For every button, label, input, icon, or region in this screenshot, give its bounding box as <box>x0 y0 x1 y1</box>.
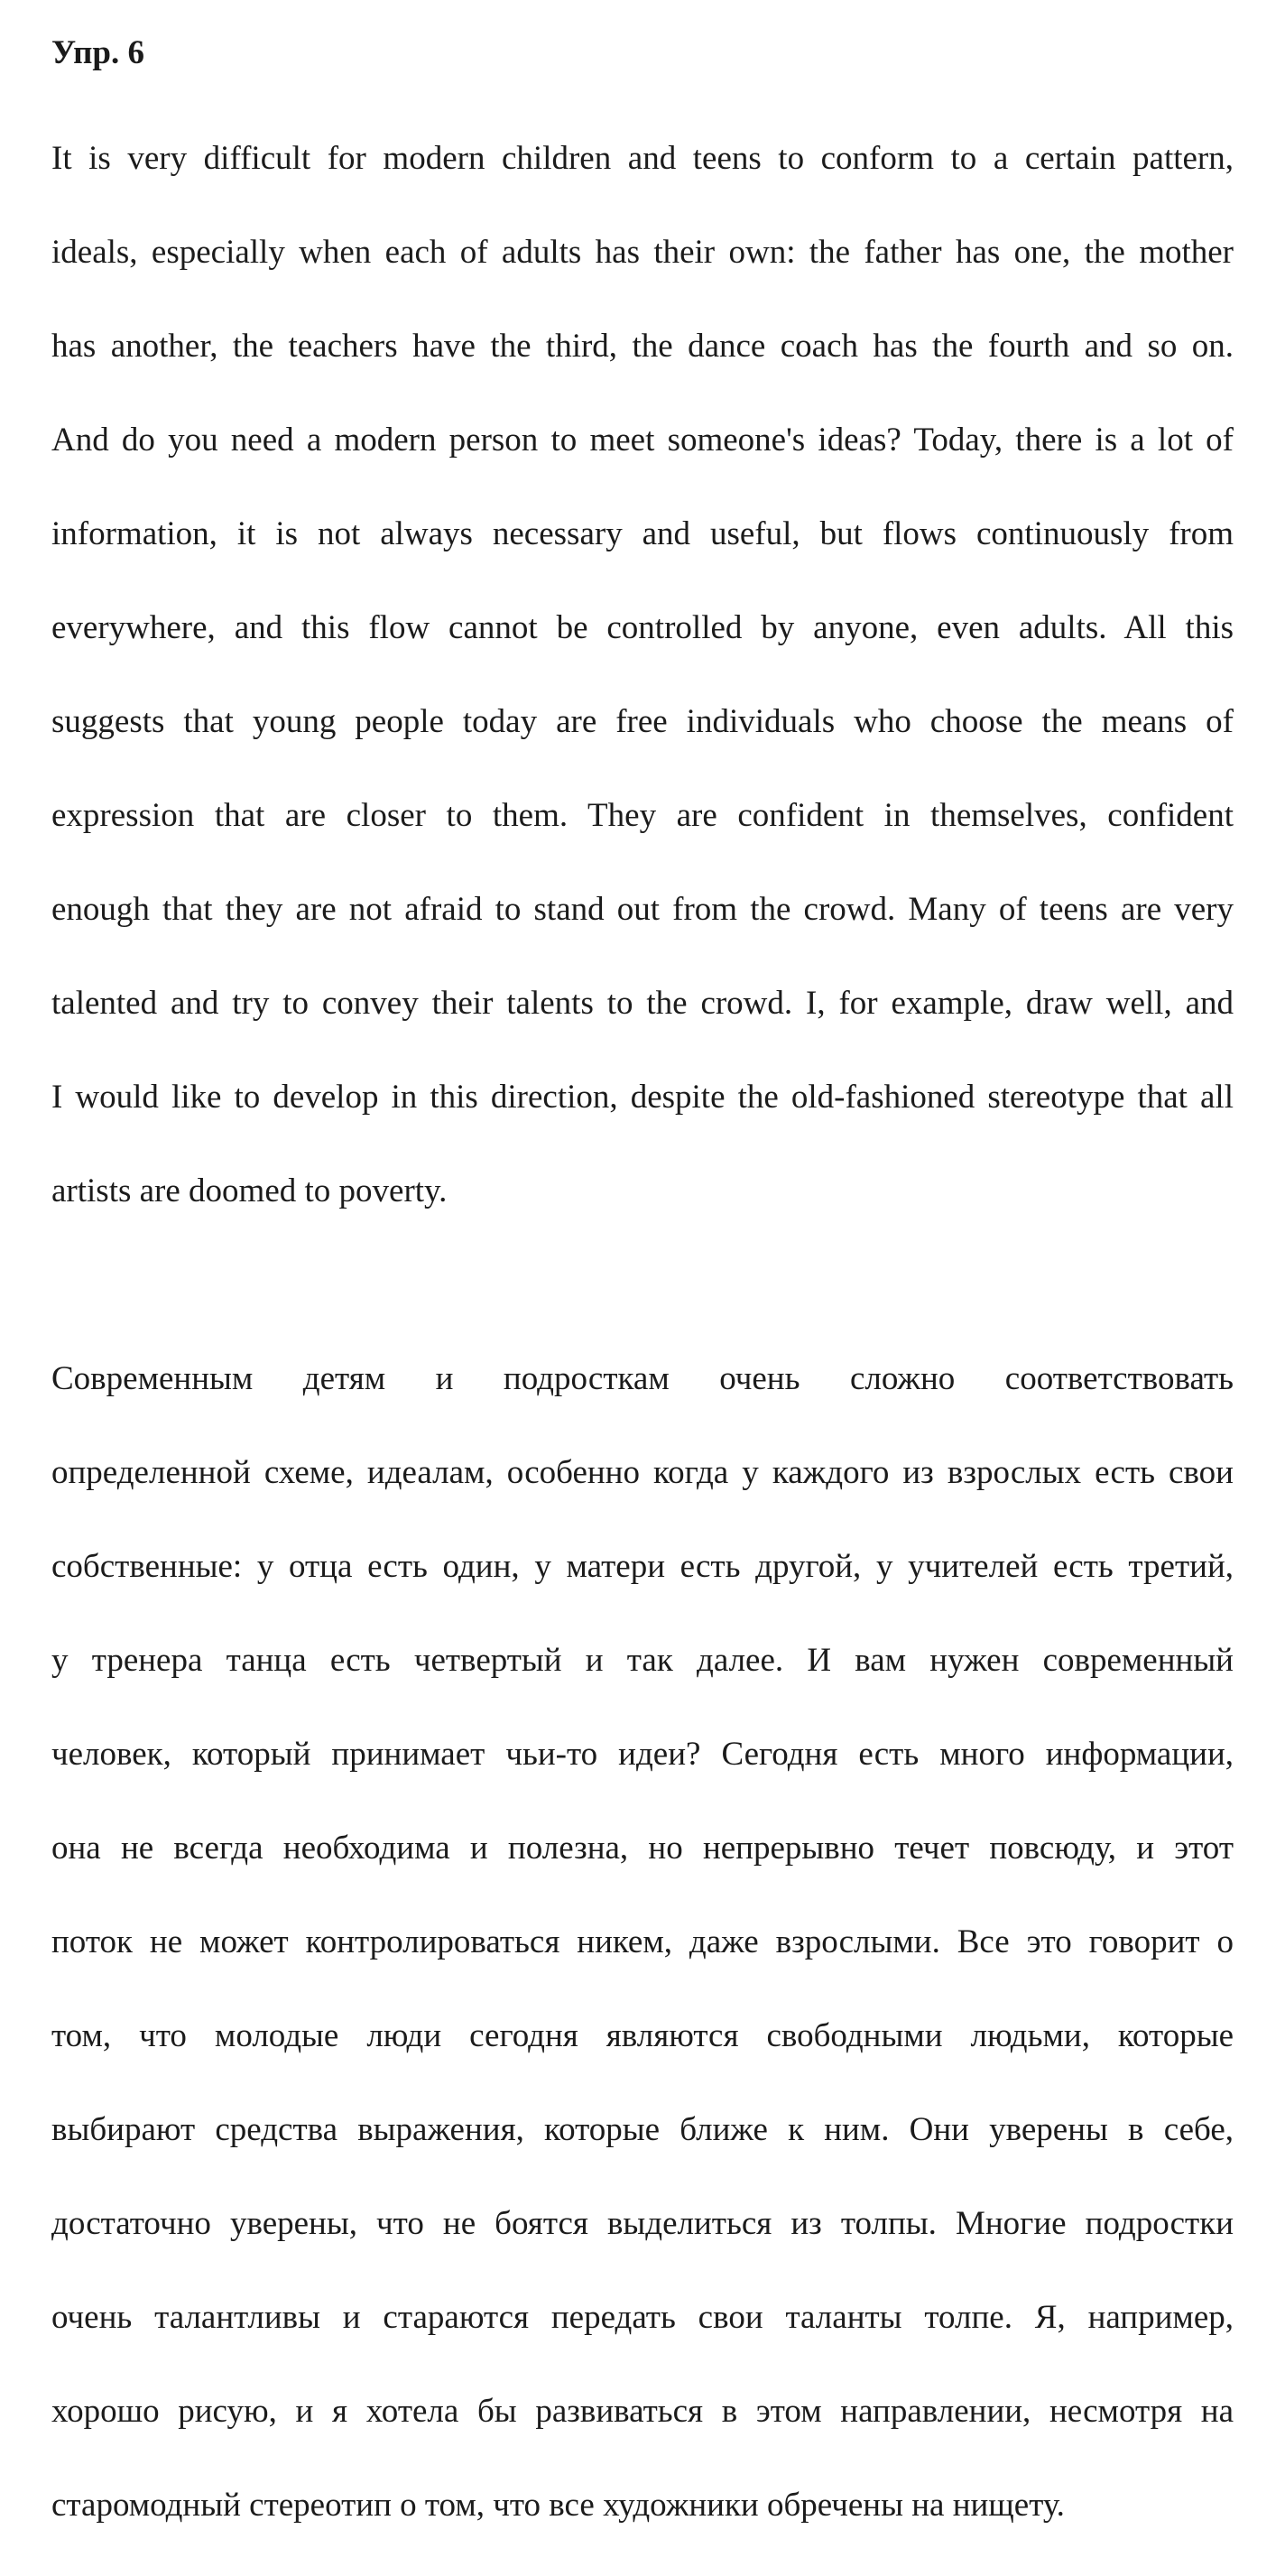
text-line: And do you need a modern person to meet someone's ideas? Today, there is a lot of <box>51 422 1234 459</box>
text-line: хорошо рисую, и я хотела бы развиваться в этом направлении, несмотря на <box>51 2393 1234 2430</box>
text-line: том, что молодые люди сегодня являются свободными людьми, которые <box>51 2017 1234 2054</box>
text-line: ideals, especially when each of adults has their own: the father has one, the mother <box>51 234 1234 271</box>
text-line: expression that are closer to them. They are confident in themselves, confident <box>51 797 1234 834</box>
document-page <box>51 31 1234 2576</box>
text-line: enough that they are not afraid to stand out from the crowd. Many of teens are very <box>51 891 1234 928</box>
russian-paragraph <box>51 1309 1234 2576</box>
text-line: поток не может контролироваться никем, даже взрослыми. Все это говорит о <box>51 1923 1234 1960</box>
text-line: everywhere, and this flow cannot be controlled by anyone, even adults. All this <box>51 609 1234 646</box>
paragraph-spacer <box>51 1262 1234 1309</box>
text-line: suggests that young people today are free individuals who choose the means of <box>51 703 1234 740</box>
exercise-title: Упр. 6 <box>51 34 145 71</box>
text-line: It is very difficult for modern children and teens to conform to a certain pattern, <box>51 140 1234 177</box>
text-line: выбирают средства выражения, которые ближе к ним. Они уверены в себе, <box>51 2111 1234 2148</box>
text-line: talented and try to convey their talents to the crowd. I, for example, draw well, and <box>51 985 1234 1022</box>
text-line: у тренера танца есть четвертый и так далее. И вам нужен современный <box>51 1642 1234 1679</box>
text-line: определенной схеме, идеалам, особенно когда у каждого из взрослых есть свои <box>51 1454 1234 1491</box>
text-line: Современным детям и подросткам очень сложно соответствовать <box>51 1360 1234 1397</box>
text-line: information, it is not always necessary and useful, but flows continuously from <box>51 515 1234 552</box>
english-paragraph <box>51 88 1234 1262</box>
text-line: старомодный стереотип о том, что все художники обречены на нищету. <box>51 2487 1065 2524</box>
text-line: I would like to develop in this direction, despite the old-fashioned stereotype that all <box>51 1079 1234 1116</box>
text-line: has another, the teachers have the third, the dance coach has the fourth and so on. <box>51 328 1234 365</box>
text-line: очень талантливы и стараются передать свои таланты толпе. Я, например, <box>51 2299 1234 2336</box>
text-line: собственные: у отца есть один, у матери есть другой, у учителей есть третий, <box>51 1548 1234 1585</box>
text-line: человек, который принимает чьи-то идеи? Сегодня есть много информации, <box>51 1736 1234 1773</box>
text-line: она не всегда необходима и полезна, но непрерывно течет повсюду, и этот <box>51 1830 1234 1867</box>
text-line: достаточно уверены, что не боятся выделиться из толпы. Многие подростки <box>51 2205 1234 2242</box>
text-line: artists are doomed to poverty. <box>51 1172 448 1209</box>
